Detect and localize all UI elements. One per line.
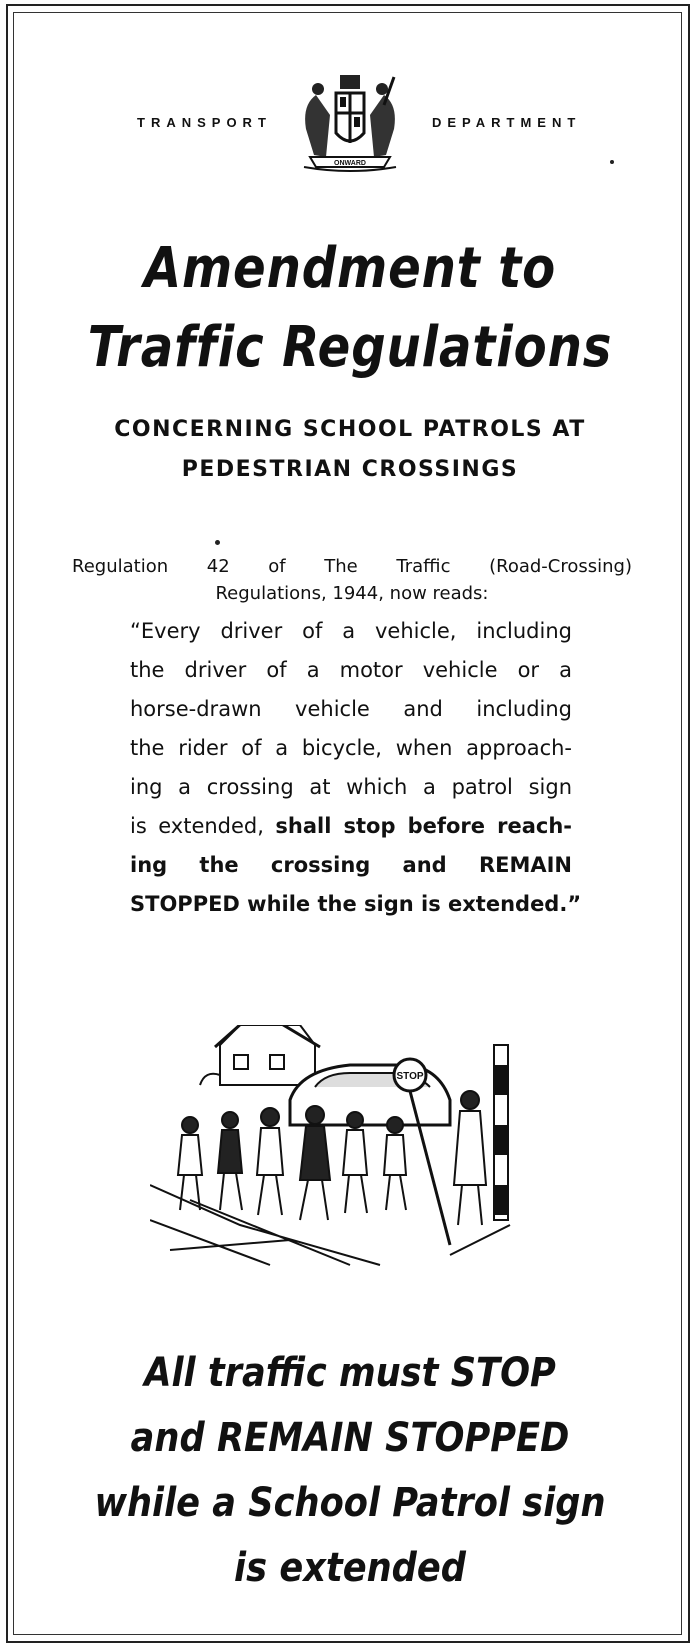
- quote-line-6-bold: shall stop before reach-: [275, 814, 572, 838]
- crest-motto: ONWARD: [334, 160, 366, 167]
- print-speck: [215, 540, 220, 545]
- slogan-line-3: while a School Patrol sign: [94, 1480, 606, 1526]
- quote-line-5: ing a crossing at which a patrol sign: [130, 775, 572, 799]
- title-line-2: Traffic Regulations: [87, 315, 613, 380]
- stop-sign-text: STOP: [396, 1071, 424, 1082]
- intro-line-2: Regulations, 1944, now reads:: [215, 583, 489, 604]
- intro-line-1: Regulation 42 of The Traffic (Road-Crossing): [72, 556, 632, 577]
- quote-line-4: the rider of a bicycle, when approach-: [130, 736, 572, 760]
- school-crossing-illustration: [150, 1025, 550, 1285]
- subheading-line-2: PEDESTRIAN CROSSINGS: [181, 457, 519, 482]
- department-header: [0, 75, 700, 175]
- slogan-line-4: is extended: [234, 1545, 466, 1591]
- slogan-line-2: and REMAIN STOPPED: [130, 1415, 570, 1461]
- quote-line-6: [130, 807, 572, 846]
- quote-line-1: “Every driver of a vehicle, including: [130, 619, 572, 643]
- quote-line-8: STOPPED while the sign is extended.”: [130, 892, 582, 916]
- slogan-line-1: All traffic must STOP: [144, 1350, 556, 1396]
- subheading-line-1: CONCERNING SCHOOL PATROLS AT: [114, 417, 586, 442]
- coat-of-arms-icon: [296, 75, 404, 175]
- regulation-quote: [130, 612, 582, 924]
- transport-label: TRANSPORT: [137, 115, 272, 130]
- quote-line-6-plain: is extended,: [130, 814, 276, 838]
- department-label: DEPARTMENT: [432, 115, 582, 130]
- quote-line-2: the driver of a motor vehicle or a: [130, 658, 572, 682]
- title-line-1: Amendment to: [143, 236, 557, 301]
- print-speck: [610, 160, 614, 164]
- quote-line-3: horse-drawn vehicle and including: [130, 697, 572, 721]
- quote-line-7: ing the crossing and REMAIN: [130, 853, 572, 877]
